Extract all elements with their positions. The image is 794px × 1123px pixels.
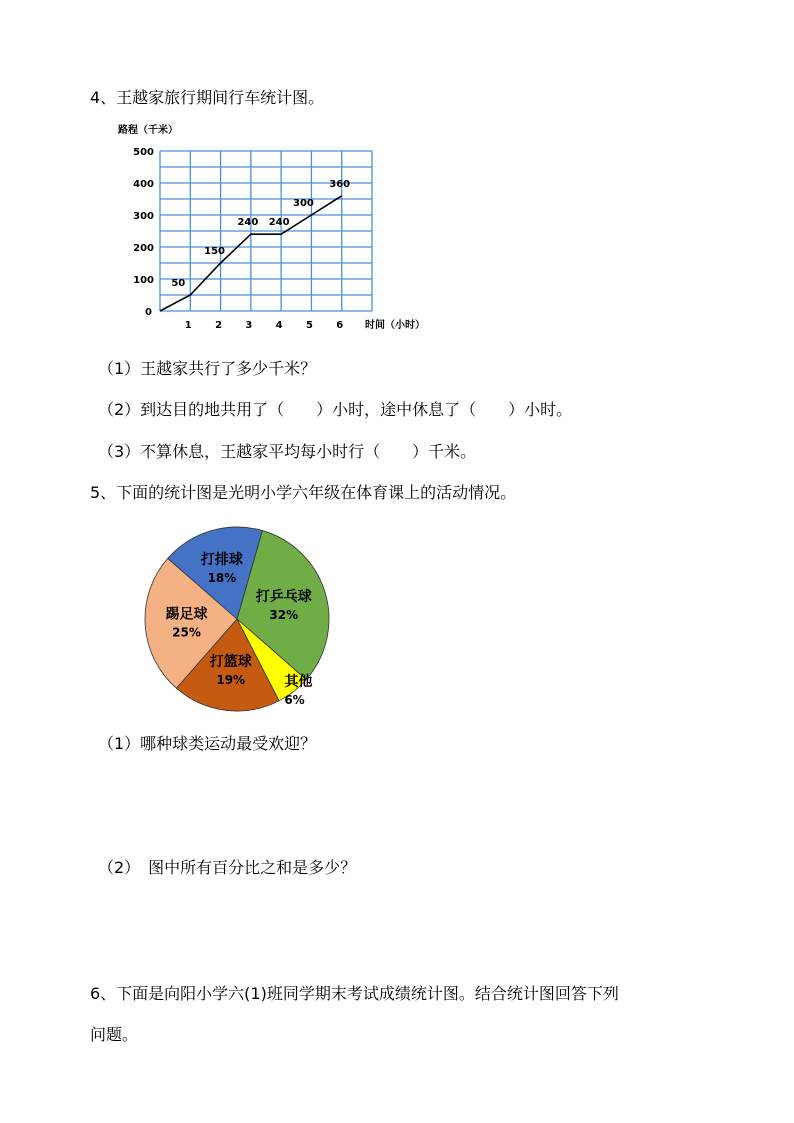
data-label: 360: [329, 178, 351, 190]
x-tick-label: 4: [275, 320, 283, 331]
x-tick-label: 5: [305, 320, 313, 331]
x-tick-label: 3: [245, 320, 253, 331]
x-tick-label: 1: [184, 320, 192, 331]
y-tick-label: 400: [133, 179, 154, 190]
q6-title-line2: 问题。: [90, 1025, 139, 1044]
slice-percent: 18%: [207, 570, 237, 585]
slice-label: 打乒乓球: [255, 589, 312, 606]
y-tick-label: 300: [133, 211, 154, 222]
q4-sub3: （3）不算休息，王越家平均每小时行（ ）千米。: [98, 442, 477, 461]
q5-sub1: （1）哪种球类运动最受欢迎？: [98, 734, 317, 753]
q4-sub2: （2）到达目的地共用了（ ）小时，途中休息了（ ）小时。: [98, 400, 573, 419]
slice-percent: 19%: [216, 673, 246, 688]
slice-label: 打排球: [200, 551, 243, 568]
slice-label: 打篮球: [209, 654, 252, 671]
data-label: 240: [268, 217, 290, 229]
data-label: 50: [171, 278, 186, 289]
data-label: 300: [292, 198, 314, 209]
y-axis-title: 路程（千米）: [118, 125, 178, 136]
x-axis-title: 时间（小时）: [365, 320, 425, 331]
q4-title: 4、王越家旅行期间行车统计图。: [90, 88, 325, 107]
x-tick-label: 6: [336, 320, 344, 331]
origin-label: 0: [145, 307, 152, 318]
x-tick-label: 2: [215, 320, 223, 331]
data-label: 240: [237, 217, 259, 229]
q5-sub2: （2） 图中所有百分比之和是多少？: [98, 858, 357, 877]
y-tick-label: 200: [133, 243, 154, 254]
q4-sub1: （1）王越家共行了多少千米？: [98, 359, 317, 378]
y-tick-label: 500: [133, 147, 154, 158]
slice-percent: 25%: [172, 625, 201, 640]
q5-title: 5、下面的统计图是光明小学六年级在体育课上的活动情况。: [90, 483, 517, 502]
slice-percent: 6%: [284, 693, 305, 708]
activity-pie-chart: [140, 525, 370, 715]
slice-percent: 32%: [269, 608, 299, 623]
data-label: 150: [204, 246, 226, 257]
slice-label: 踢足球: [165, 606, 208, 623]
q6-title-line1: 6、下面是向阳小学六(1)班同学期末考试成绩统计图。结合统计图回答下列: [90, 984, 619, 1003]
slice-label: 其他: [284, 674, 313, 691]
distance-line-chart: [110, 118, 450, 340]
y-tick-label: 100: [133, 275, 154, 286]
